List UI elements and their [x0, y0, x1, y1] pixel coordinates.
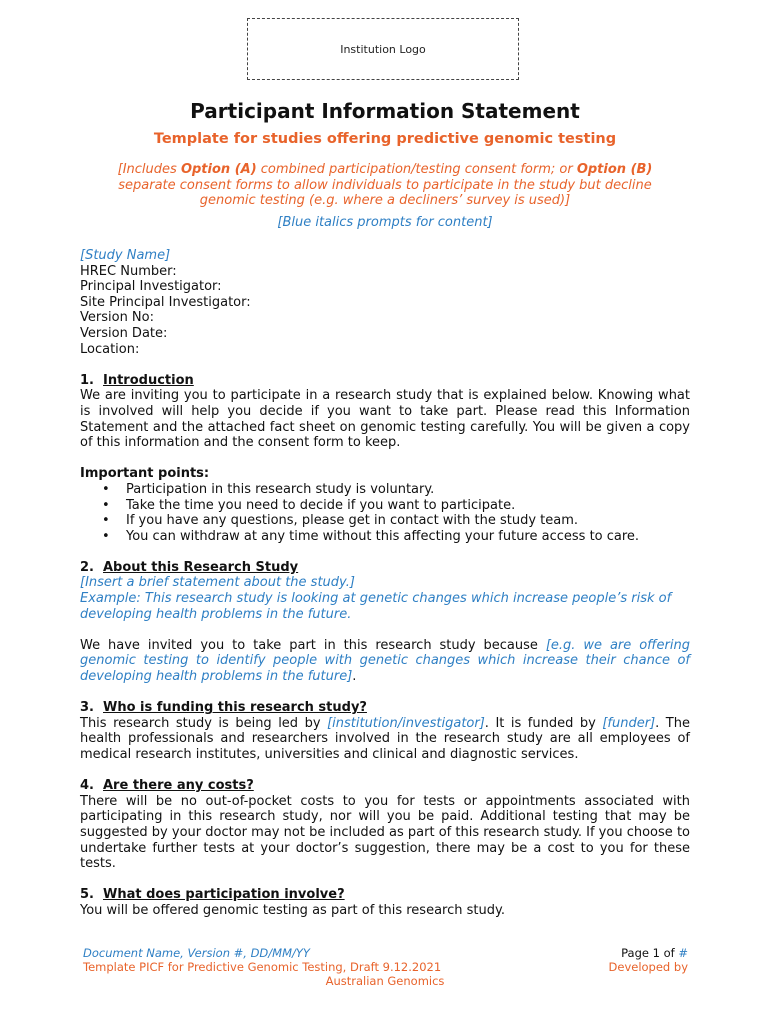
important-points-list: [80, 482, 690, 544]
spacer: [80, 763, 690, 779]
blue-italics-note: [Blue italics prompts for content]: [277, 215, 493, 230]
includes-text-3: separate consent forms to allow individuals to participate in the study but decline: [118, 177, 652, 193]
footer-developed-by: Developed by: [608, 960, 688, 974]
section-1-heading: 1. Introduction: [80, 372, 194, 388]
option-a-label: Option (A): [180, 162, 257, 177]
footer-document-name: Document Name, Version #, DD/MM/YY: [83, 946, 310, 960]
footer-right: [609, 946, 688, 974]
site-principal-investigator-field: Site Principal Investigator:: [80, 294, 251, 310]
principal-investigator-field: Principal Investigator:: [80, 279, 222, 295]
includes-text-2: combined participation/testing consent form; or: [256, 162, 577, 177]
list-item: • Participation in this research study is voluntary.: [102, 481, 435, 497]
footer-template-name: Template PICF for Predictive Genomic Testing, Draft 9.12.2021: [83, 960, 442, 974]
spacer: [80, 685, 690, 701]
list-item: • You can withdraw at any time without this affecting your future access to care.: [102, 528, 640, 544]
section-5-heading: 5. What does participation involve?: [80, 887, 345, 903]
logo-placeholder-text: Institution Logo: [340, 42, 426, 56]
section-2-example: Example: This research study is looking at genetic changes which increase people’s risk of developing health problems in the future.: [80, 591, 672, 622]
option-b-label: Option (B): [576, 162, 653, 177]
location-field: Location:: [80, 341, 140, 357]
important-points-heading: Important points:: [80, 466, 210, 482]
study-name-prompt: [Study Name]: [80, 248, 171, 263]
spacer: [80, 451, 690, 467]
spacer: [80, 544, 690, 560]
footer-page-number: Page 1 of #: [621, 946, 688, 960]
includes-text-1: [Includes: [117, 162, 181, 177]
spacer: [80, 622, 690, 638]
document-body: [80, 248, 690, 919]
section-3-text: This research study is being led by [institution/investigator]. It is funded by [funder]. The health professionals and researchers involved in the research study are all employees of medical research institutes, universities and clinical and diagnostic services.: [80, 715, 690, 762]
version-no-field: Version No:: [80, 310, 154, 326]
section-4-text: There will be no out-of-pocket costs to you for tests or appointments associated with participating in this research study, nor will you be paid. Additional testing that may be suggested by your doctor may not be included as part of this research study. If you choose to undertake further tests at your doctor’s suggestion, there may be a cost to you for these tests.: [80, 793, 690, 872]
spacer: [80, 357, 690, 373]
footer-left: [83, 946, 441, 974]
section-4-heading: 4. Are there any costs?: [80, 778, 254, 794]
section-5-text: You will be offered genomic testing as part of this research study.: [80, 902, 505, 918]
institution-logo-placeholder: [247, 18, 519, 80]
section-2-prompt: [Insert a brief statement about the study.]: [80, 575, 355, 591]
section-2-heading: 2. About this Research Study: [80, 559, 299, 575]
section-1-text: We are inviting you to participate in a research study that is explained below. Knowing what is involved will help you decide if you want to take part. Please read this Information Statement and the attached fact sheet on genomic testing carefully. You will be given a copy of this information and the consent form to keep.: [80, 388, 690, 451]
hrec-number-field: HREC Number:: [80, 263, 177, 279]
version-date-field: Version Date:: [80, 325, 168, 341]
funder-prompt: [funder]: [602, 715, 656, 731]
section-3-heading: 3. Who is funding this research study?: [80, 700, 367, 716]
list-item: • If you have any questions, please get in contact with the study team.: [102, 513, 579, 529]
includes-note: [80, 162, 690, 209]
institution-investigator-prompt: [institution/investigator]: [327, 715, 485, 731]
list-item: • Take the time you need to decide if you want to participate.: [102, 497, 516, 513]
invited-reason-prompt: [e.g. we are offering genomic testing to identify people with genetic changes which increase their chance of developing health problems in the future]: [80, 637, 690, 685]
spacer: [80, 872, 690, 888]
page-subtitle: Template for studies offering predictive genomic testing: [153, 131, 617, 147]
page-title: Participant Information Statement: [190, 99, 580, 123]
footer-organisation: Australian Genomics: [325, 974, 445, 988]
section-2-invited-text: We have invited you to take part in this research study because [e.g. we are offering genomic testing to identify people with genetic changes which increase their chance of developing health problems in the future].: [80, 637, 690, 685]
includes-text-4: genomic testing (e.g. where a decliners’ survey is used)]: [199, 193, 571, 208]
